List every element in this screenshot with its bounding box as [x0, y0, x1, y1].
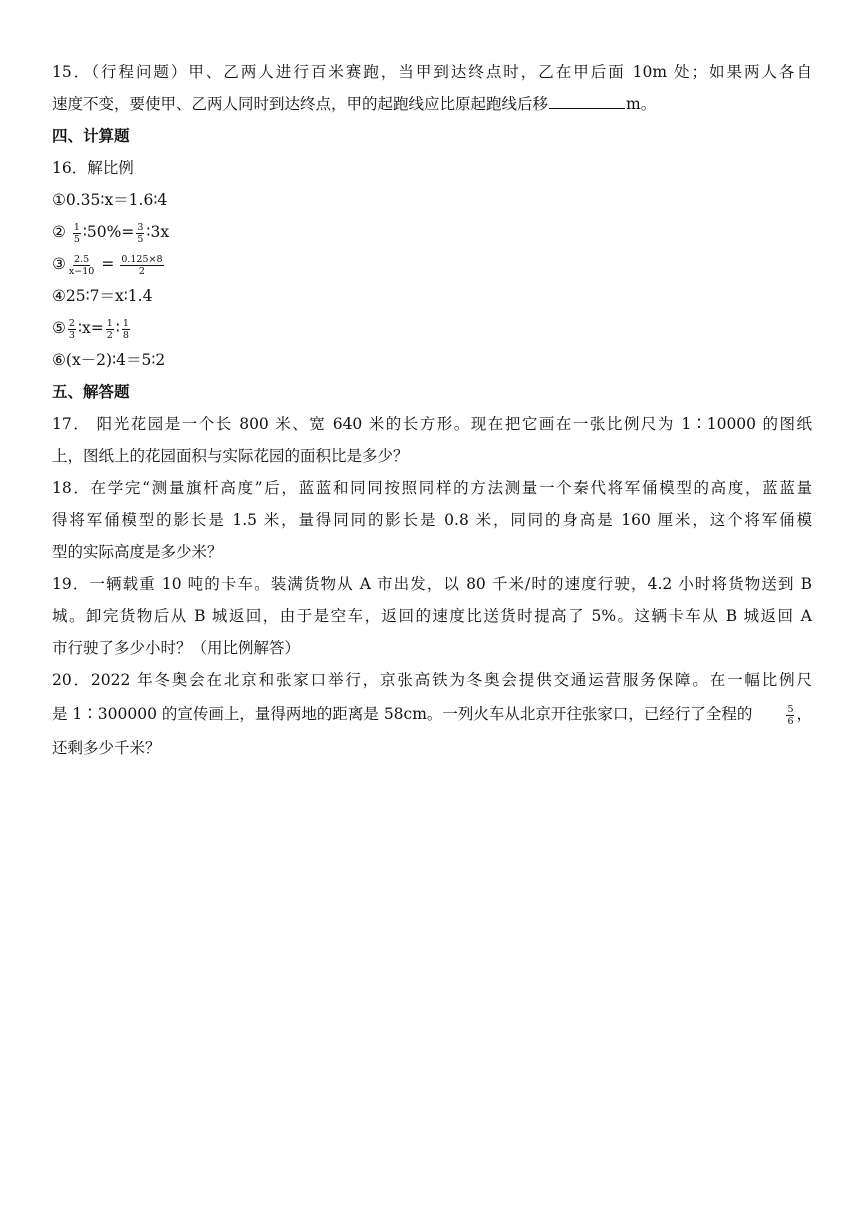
fraction-one-eighth	[122, 318, 130, 341]
q18-line1: 18．在学完“测量旗杆高度”后，蓝蓝和同同按照同样的方法测量一个秦代将军俑模型的高度，蓝蓝量	[52, 479, 812, 497]
q15-line1: 15．（行程问题）甲、乙两人进行百米赛跑，当甲到达终点时，乙在甲后面 10m 处；如果两人各自	[52, 63, 812, 81]
fraction-denominator: x−10	[68, 265, 95, 277]
fraction-denominator: 5	[137, 233, 144, 245]
fraction-denominator: 2	[106, 329, 113, 341]
q16-problem-2	[52, 216, 812, 248]
q18-line2: 得将军俑模型的影长是 1.5 米，量得同同的影长是 0.8 米，同同的身高是 160 厘米，这个将军俑模	[52, 511, 812, 529]
q16-problem-6: ⑥(x－2)∶4＝5∶2	[52, 351, 166, 369]
fraction-denominator: 2	[138, 265, 145, 277]
q15-answer-blank[interactable]	[549, 94, 625, 109]
q20-line2-text: 是 1∶300000 的宣传画上，量得两地的距离是 58cm。一列火车从北京开往张家口，已经行了全程的	[52, 705, 753, 723]
q19-line1: 19．一辆载重 10 吨的卡车。装满货物从 A 市出发，以 80 千米/时的速度行驶，4.2 小时将货物送到 B	[52, 575, 812, 593]
fraction-denominator: 8	[122, 329, 129, 341]
problem-5-middle: ∶x=	[77, 319, 104, 337]
fraction-five-sixths	[786, 704, 794, 727]
fraction-right	[120, 254, 163, 277]
q16-problem-3	[52, 248, 812, 280]
section-4-title: 四、计算题	[52, 127, 130, 145]
section-5-title: 五、解答题	[52, 383, 130, 401]
q18-line3: 型的实际高度是多少米？	[52, 543, 223, 561]
fraction-two-thirds	[68, 318, 76, 341]
q20-line2-tail	[784, 698, 812, 730]
fraction-denominator: 5	[73, 233, 80, 245]
q16-title: 16．解比例	[52, 159, 134, 177]
fraction-left	[68, 254, 95, 277]
fraction-denominator: 3	[68, 329, 75, 341]
fraction-three-fifths	[136, 222, 144, 245]
q17-line2: 上，图纸上的花园面积与实际花园的面积比是多少？	[52, 447, 409, 465]
fraction-numerator: 3	[137, 221, 144, 233]
q15-line2	[52, 88, 812, 120]
q19-line2: 城。卸完货物后从 B 城返回，由于是空车，返回的速度比送货时提高了 5%。这辆卡车从 B 城返回 A	[52, 607, 812, 625]
q16-problem-5	[52, 312, 812, 344]
problem-2-suffix: ∶3x	[146, 223, 170, 241]
fraction-numerator: 2.5	[74, 253, 90, 265]
fraction-denominator: 6	[787, 715, 794, 727]
fraction-numerator: 1	[106, 317, 113, 329]
q19-line3: 市行驶了多少小时？（用比例解答）	[52, 639, 301, 657]
problem-5-marker: ⑤	[52, 319, 66, 337]
equals-sign: =	[101, 255, 115, 273]
q15-line2-unit: m。	[626, 95, 657, 113]
problem-2-middle: ∶50%=	[82, 223, 135, 241]
q20-line2-comma: ，	[796, 705, 812, 723]
q17-line1: 17． 阳光花园是一个长 800 米、宽 640 米的长方形。现在把它画在一张比例尺为 1∶10000 的图纸	[52, 415, 812, 433]
q16-problem-4: ④25∶7＝x∶1.4	[52, 287, 153, 305]
fraction-numerator: 1	[122, 317, 129, 329]
q16-problem-1: ①0.35∶x＝1.6∶4	[52, 191, 168, 209]
fraction-numerator: 0.125×8	[121, 253, 163, 265]
fraction-one-fifth	[73, 222, 81, 245]
q20-line3: 还剩多少千米？	[52, 739, 161, 757]
fraction-numerator: 1	[73, 221, 80, 233]
problem-3-marker: ③	[52, 255, 66, 273]
q15-line2-text: 速度不变，要使甲、乙两人同时到达终点，甲的起跑线应比原起跑线后移	[52, 95, 549, 113]
q20-line1: 20．2022 年冬奥会在北京和张家口举行，京张高铁为冬奥会提供交通运营服务保障。在一幅比例尺	[52, 671, 812, 689]
problem-2-marker: ②	[52, 223, 66, 241]
q20-line2	[52, 696, 812, 732]
fraction-numerator: 5	[787, 703, 794, 715]
ratio-separator: ∶	[115, 319, 120, 337]
fraction-one-half	[106, 318, 114, 341]
worksheet-page	[52, 56, 812, 764]
fraction-numerator: 2	[68, 317, 75, 329]
